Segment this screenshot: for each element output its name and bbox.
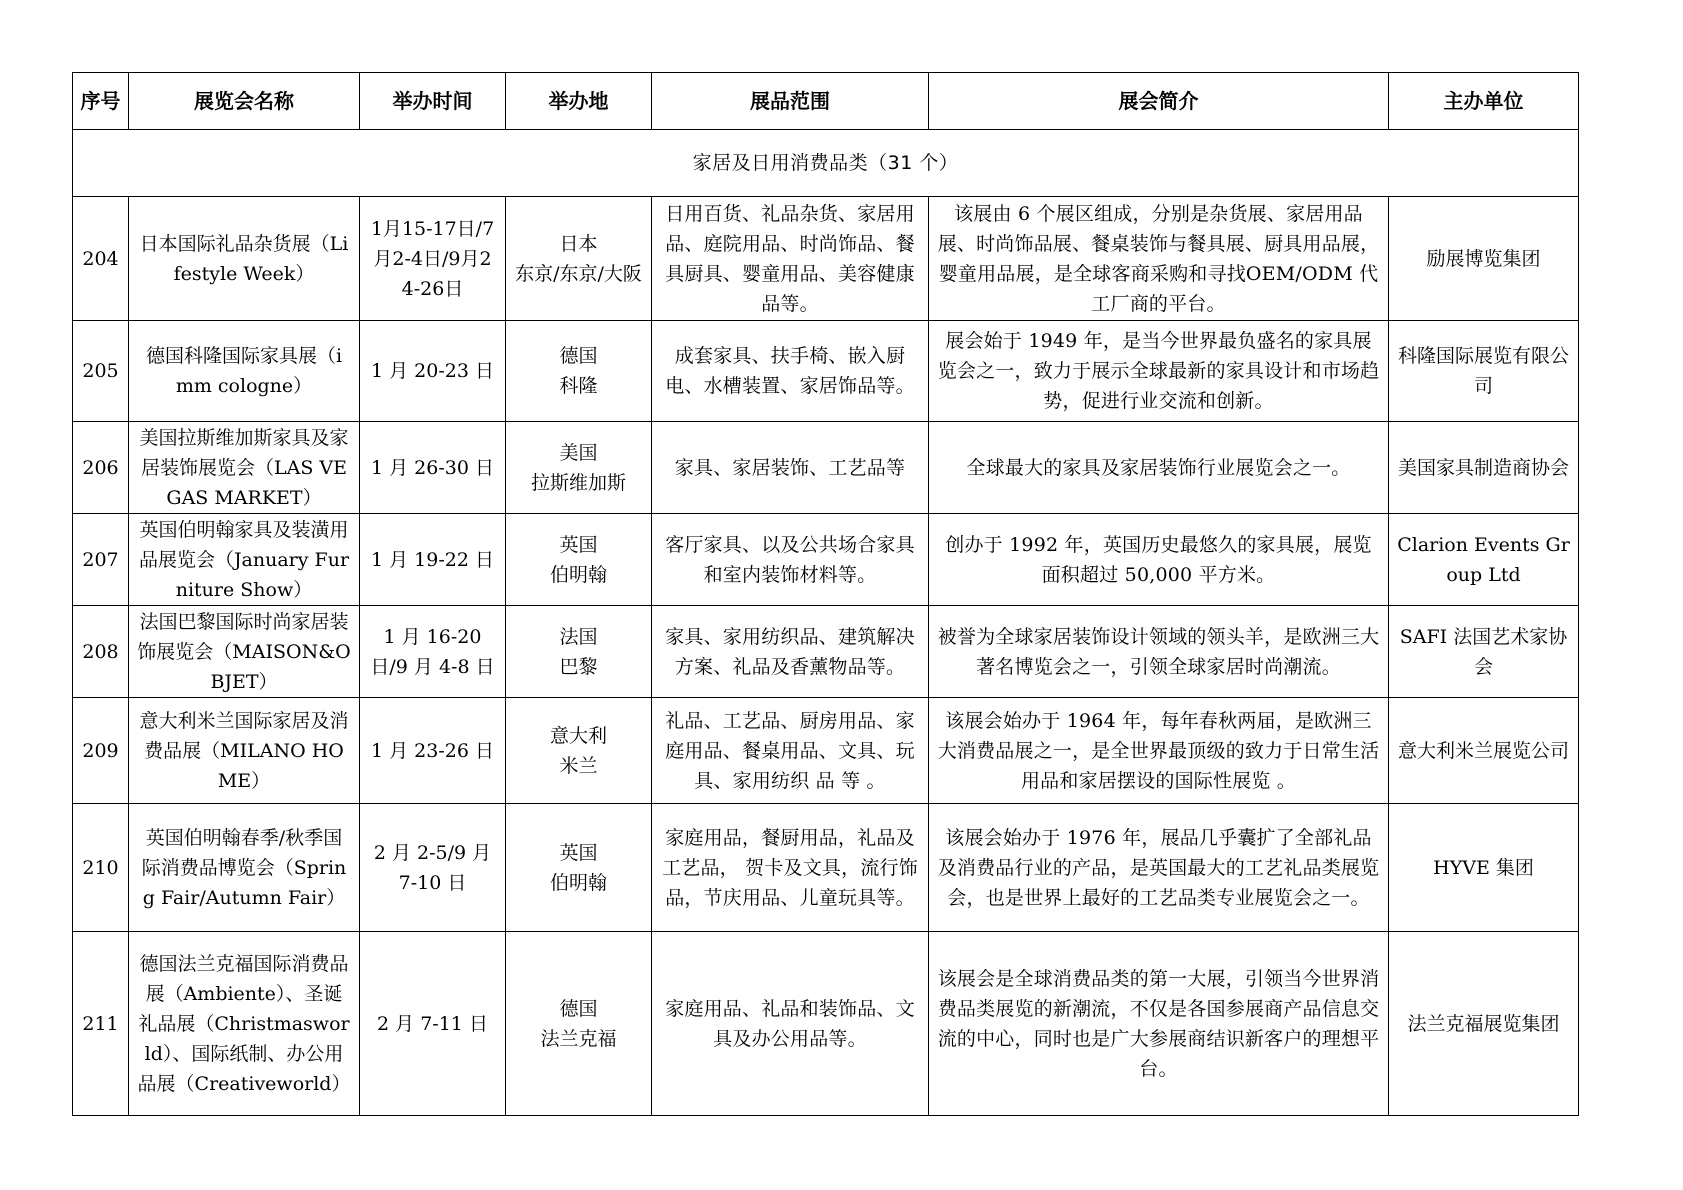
row-organizer: HYVE 集团: [1389, 804, 1579, 932]
venue-city: 伯明翰: [549, 871, 607, 894]
header-date: 举办时间: [360, 73, 506, 130]
table-row: [73, 197, 1579, 321]
venue-city: 拉斯维加斯: [530, 471, 626, 494]
category-row: [73, 130, 1579, 197]
row-date: 1 月 16-20 日/9 月 4-8 日: [360, 606, 506, 698]
table-row: [73, 804, 1579, 932]
row-date: 1 月 23-26 日: [360, 698, 506, 804]
row-organizer: Clarion Events Group Ltd: [1389, 514, 1579, 606]
row-scope: 日用百货、礼品杂货、家居用品、庭院用品、时尚饰品、餐具厨具、婴童用品、美容健康品等。: [652, 197, 929, 321]
table-row: [73, 606, 1579, 698]
row-intro: 该展会是全球消费品类的第一大展，引领当今世界消费品类展览的新潮流，不仅是各国参展商产品信息交流的中心，同时也是广大参展商结识新客户的理想平台。: [929, 932, 1389, 1116]
row-intro: 该展会始办于 1964 年，每年春秋两届，是欧洲三大消费品展之一，是全世界最顶级的致力于日常生活用品和家居摆设的国际性展览 。: [929, 698, 1389, 804]
row-name: 日本国际礼品杂货展（Lifestyle Week）: [129, 197, 360, 321]
row-venue: [506, 197, 652, 321]
row-organizer: 科隆国际展览有限公司: [1389, 321, 1579, 422]
row-date: 2 月 7-11 日: [360, 932, 506, 1116]
row-seq: 207: [73, 514, 129, 606]
row-scope: 家具、家居装饰、工艺品等: [652, 422, 929, 514]
row-venue: [506, 698, 652, 804]
row-scope: 家庭用品、礼品和装饰品、文具及办公用品等。: [652, 932, 929, 1116]
venue-city: 米兰: [559, 754, 598, 777]
venue-country: 日本: [559, 232, 598, 255]
row-intro: 展会始于 1949 年，是当今世界最负盛名的家具展览会之一，致力于展示全球最新的家具设计和市场趋势，促进行业交流和创新。: [929, 321, 1389, 422]
venue-city: 巴黎: [559, 655, 598, 678]
header-row: [73, 73, 1579, 130]
row-name: 德国法兰克福国际消费品展（Ambiente）、圣诞礼品展（Christmasworld）、国际纸制、办公用品展（Creativeworld）: [129, 932, 360, 1116]
header-name: 展览会名称: [129, 73, 360, 130]
table-row: [73, 514, 1579, 606]
category-title: 家居及日用消费品类（31 个）: [73, 130, 1579, 197]
row-scope: 家具、家用纺织品、建筑解决方案、礼品及香薰物品等。: [652, 606, 929, 698]
header-intro: 展会简介: [929, 73, 1389, 130]
row-venue: [506, 804, 652, 932]
row-seq: 204: [73, 197, 129, 321]
row-name: 英国伯明翰家具及装潢用品展览会（January Furniture Show）: [129, 514, 360, 606]
row-intro: 该展会始办于 1976 年，展品几乎囊扩了全部礼品及消费品行业的产品，是英国最大的工艺礼品类展览会，也是世界上最好的工艺品类专业展览会之一。: [929, 804, 1389, 932]
venue-country: 英国: [559, 533, 598, 556]
row-name: 美国拉斯维加斯家具及家居装饰展览会（LAS VEGAS MARKET）: [129, 422, 360, 514]
header-venue: 举办地: [506, 73, 652, 130]
table-row: [73, 698, 1579, 804]
venue-city: 法兰克福: [540, 1027, 617, 1050]
row-organizer: 法兰克福展览集团: [1389, 932, 1579, 1116]
row-name: 法国巴黎国际时尚家居装饰展览会（MAISON&OBJET）: [129, 606, 360, 698]
row-date: 1 月 20-23 日: [360, 321, 506, 422]
venue-country: 德国: [559, 997, 598, 1020]
row-venue: [506, 932, 652, 1116]
row-name: 德国科隆国际家具展（imm cologne）: [129, 321, 360, 422]
row-date: 1月15-17日/7月2-4日/9月24-26日: [360, 197, 506, 321]
row-seq: 205: [73, 321, 129, 422]
row-venue: [506, 321, 652, 422]
row-seq: 208: [73, 606, 129, 698]
row-intro: 该展由 6 个展区组成，分别是杂货展、家居用品展、时尚饰品展、餐桌装饰与餐具展、厨具用品展，婴童用品展，是全球客商采购和寻找OEM/ODM 代工厂商的平台。: [929, 197, 1389, 321]
table-row: [73, 422, 1579, 514]
venue-country: 德国: [559, 345, 598, 367]
exhibition-table: [72, 72, 1579, 1116]
row-venue: [506, 514, 652, 606]
row-seq: 211: [73, 932, 129, 1116]
venue-country: 意大利: [549, 724, 607, 747]
row-intro: 全球最大的家具及家居装饰行业展览会之一。: [929, 422, 1389, 514]
row-name: 意大利米兰国际家居及消费品展（MILANO HOME）: [129, 698, 360, 804]
row-date: 2 月 2-5/9 月 7-10 日: [360, 804, 506, 932]
exhibition-document: [72, 72, 1578, 1116]
row-seq: 210: [73, 804, 129, 932]
row-venue: [506, 422, 652, 514]
venue-country: 英国: [559, 841, 598, 864]
row-organizer: SAFI 法国艺术家协会: [1389, 606, 1579, 698]
row-scope: 客厅家具、以及公共场合家具和室内装饰材料等。: [652, 514, 929, 606]
row-name: 英国伯明翰春季/秋季国际消费品博览会（Spring Fair/Autumn Fair）: [129, 804, 360, 932]
header-organizer: 主办单位: [1389, 73, 1579, 130]
header-seq: 序号: [73, 73, 129, 130]
venue-city: 东京/东京/大阪: [515, 262, 642, 285]
row-date: 1 月 19-22 日: [360, 514, 506, 606]
row-scope: 家庭用品，餐厨用品，礼品及工艺品， 贺卡及文具，流行饰品，节庆用品、儿童玩具等。: [652, 804, 929, 932]
table-row: [73, 321, 1579, 422]
row-intro: 被誉为全球家居装饰设计领域的领头羊，是欧洲三大著名博览会之一，引领全球家居时尚潮流。: [929, 606, 1389, 698]
row-intro: 创办于 1992 年，英国历史最悠久的家具展，展览面积超过 50,000 平方米。: [929, 514, 1389, 606]
venue-city: 科隆: [559, 375, 598, 397]
row-scope: 礼品、工艺品、厨房用品、家庭用品、餐桌用品、文具、玩具、家用纺织 品 等 。: [652, 698, 929, 804]
row-seq: 209: [73, 698, 129, 804]
row-organizer: 意大利米兰展览公司: [1389, 698, 1579, 804]
row-scope: 成套家具、扶手椅、嵌入厨电、水槽装置、家居饰品等。: [652, 321, 929, 422]
venue-city: 伯明翰: [549, 563, 607, 586]
row-seq: 206: [73, 422, 129, 514]
venue-country: 法国: [559, 625, 598, 648]
row-date: 1 月 26-30 日: [360, 422, 506, 514]
table-row: [73, 932, 1579, 1116]
header-scope: 展品范围: [652, 73, 929, 130]
venue-country: 美国: [559, 441, 598, 464]
row-organizer: 励展博览集团: [1389, 197, 1579, 321]
row-venue: [506, 606, 652, 698]
row-organizer: 美国家具制造商协会: [1389, 422, 1579, 514]
